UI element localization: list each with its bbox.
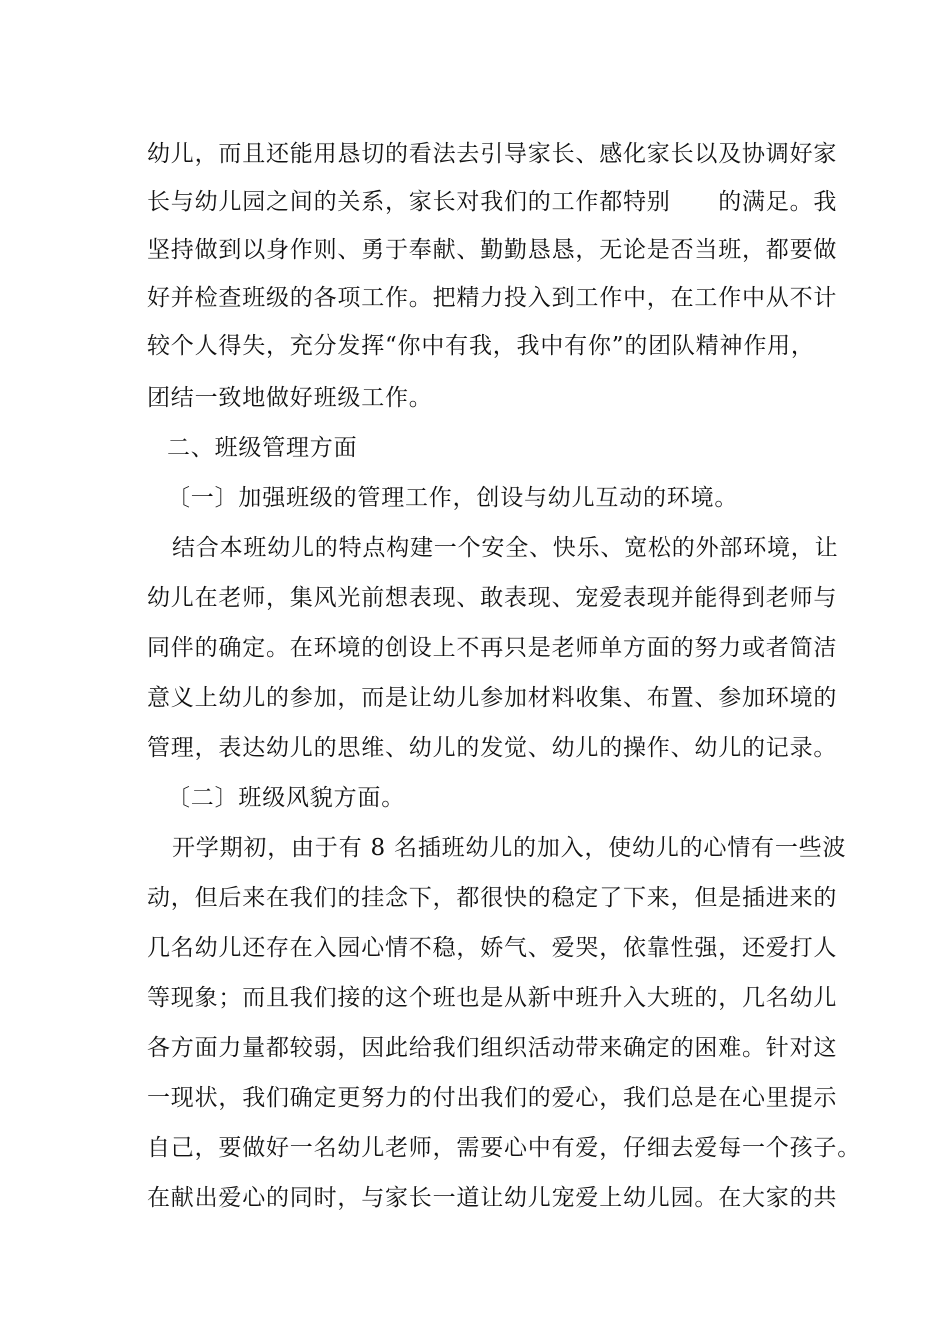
- text-line: 管理，表达幼儿的思维、幼儿的发觉、幼儿的操作、幼儿的记录。: [147, 735, 838, 761]
- text-line: 自己，要做好一名幼儿老师，需要心中有爱，仔细去爱每一个孩子。: [147, 1135, 861, 1161]
- text-line: 好并检查班级的各项工作。把精力投入到工作中，在工作中从不计: [147, 285, 838, 311]
- text-line: 结合本班幼儿的特点构建一个安全、快乐、宽松的外部环境，让: [172, 535, 839, 561]
- text-line: 幼儿，而且还能用恳切的看法去引导家长、感化家长以及协调好家: [147, 141, 838, 167]
- section-heading: 二、班级管理方面: [167, 435, 358, 461]
- text-line: 同伴的确定。在环境的创设上不再只是老师单方面的努力或者简洁: [147, 635, 838, 661]
- text-line: 意义上幼儿的参加，而是让幼儿参加材料收集、布置、参加环境的: [147, 685, 838, 711]
- text-line: 一现状，我们确定更努力的付出我们的爱心，我们总是在心里提示: [147, 1085, 838, 1111]
- text-line: 动，但后来在我们的挂念下，都很快的稳定了下来，但是插进来的: [147, 885, 838, 911]
- text-line: 开学期初，由于有 8 名插班幼儿的加入，使幼儿的心情有一些波: [172, 835, 847, 861]
- text-line: 等现象；而且我们接的这个班也是从新中班升入大班的，几名幼儿: [147, 985, 838, 1011]
- subsection-heading: 〔一〕加强班级的管理工作，创设与幼儿互动的环境。: [167, 485, 739, 511]
- text-line: 团结一致地做好班级工作。: [147, 385, 433, 411]
- text-line: 各方面力量都较弱，因此给我们组织活动带来确定的困难。针对这: [147, 1035, 838, 1061]
- text-line: 长与幼儿园之间的关系，家长对我们的工作都特别 的满足。我: [147, 189, 838, 215]
- text-line: 较个人得失，充分发挥“你中有我，我中有你”的团队精神作用，: [147, 333, 815, 359]
- subsection-heading: 〔二〕班级风貌方面。: [167, 785, 405, 811]
- text-line: 幼儿在老师，集风光前想表现、敢表现、宠爱表现并能得到老师与: [147, 585, 838, 611]
- text-line: 坚持做到以身作则、勇于奉献、勤勤恳恳，无论是否当班，都要做: [147, 237, 838, 263]
- text-line: 几名幼儿还存在入园心情不稳，娇气、爱哭，依靠性强，还爱打人: [147, 935, 838, 961]
- text-line: 在献出爱心的同时，与家长一道让幼儿宠爱上幼儿园。在大家的共: [147, 1185, 838, 1211]
